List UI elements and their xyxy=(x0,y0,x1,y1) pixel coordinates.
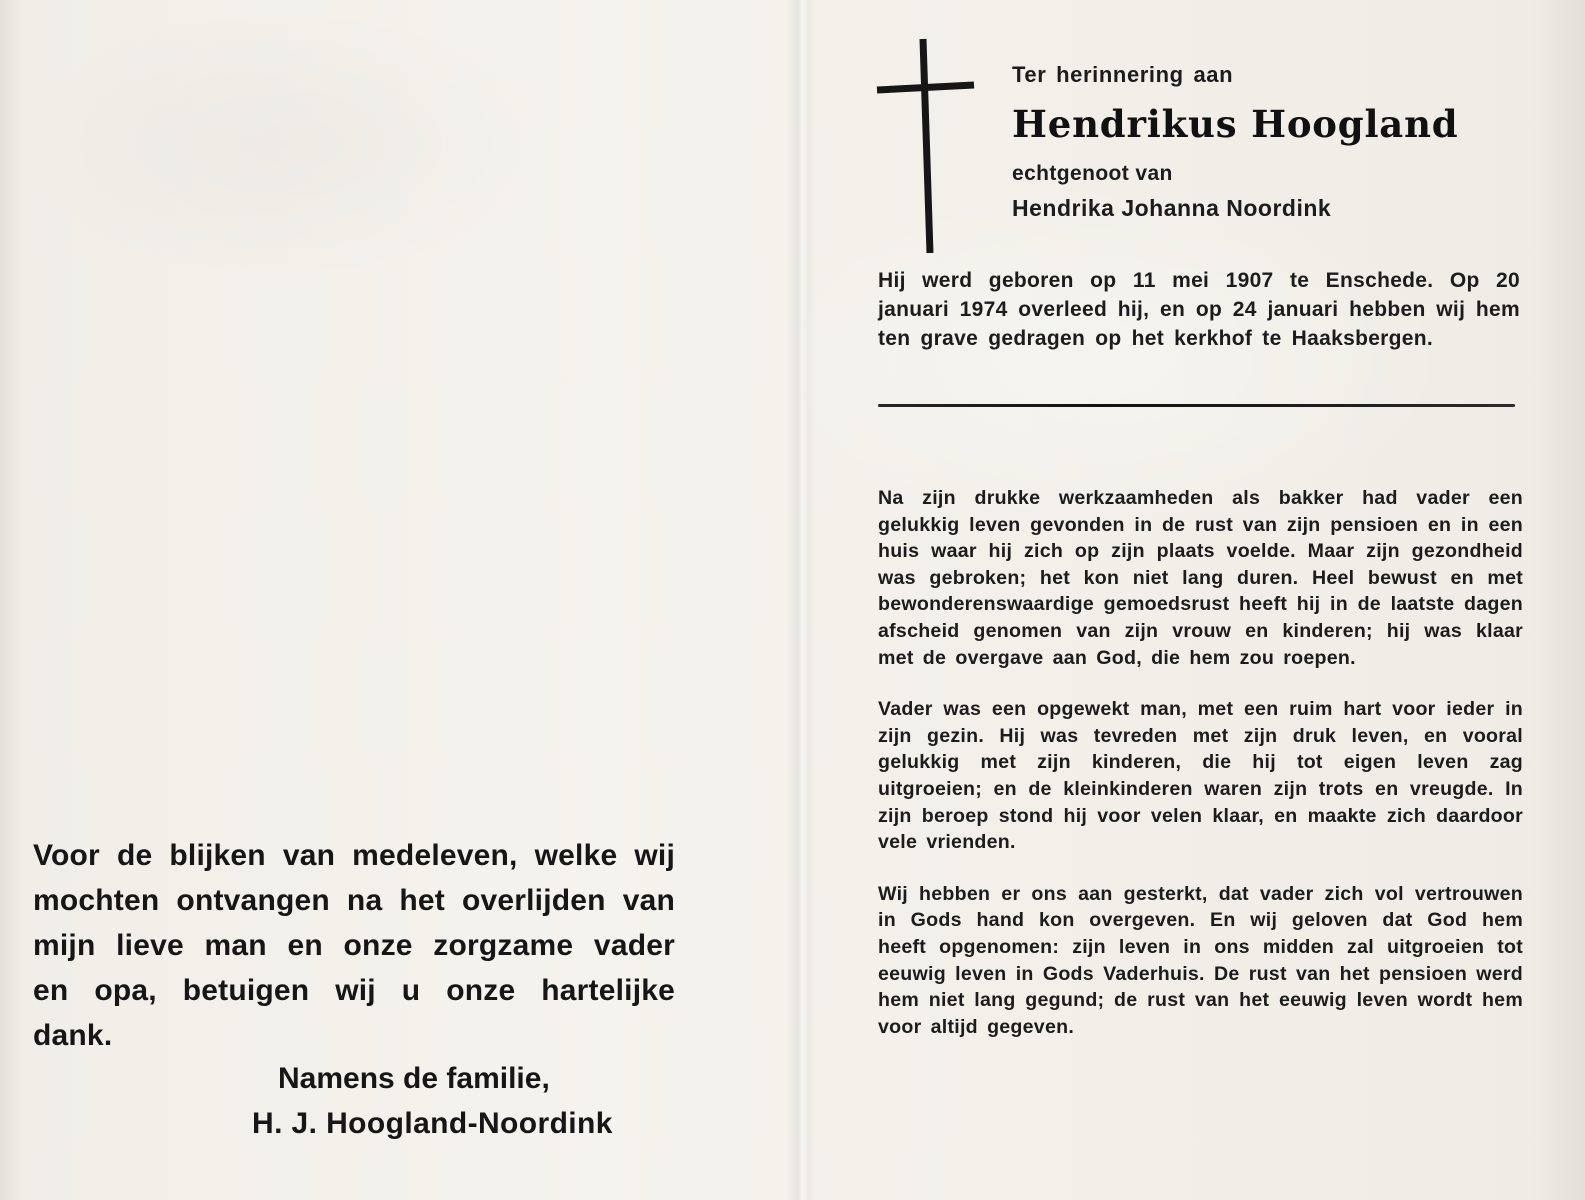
memorial-label: Ter herinnering aan xyxy=(1012,62,1234,87)
left-page xyxy=(0,0,790,1200)
deceased-name: Hendrikus Hoogland xyxy=(1012,102,1459,146)
signature-name: H. J. Hoogland-Noordink xyxy=(252,1107,613,1140)
cross-icon xyxy=(874,34,978,258)
memorial-paragraph-2: Vader was een opgewekt man, met een ruim hart voor ieder in zijn gezin. Hij was tevreden met zijn druk leven, en vooral gelukkig met zijn kinderen, die hij tot eigen leven zag uitgroeien; en de kleinkinderen waren zijn trots en vreugde. In zijn beroep stond hij voor velen klaar, en maakte zich daardoor vele vrienden. xyxy=(878,698,1523,854)
divider-rule xyxy=(878,404,1515,407)
thanks-paragraph: Voor de blijken van medeleven, welke wij mochten ontvangen na het overlijden van mijn lieve man en onze zorgzame vader en opa, betuigen wij u onze hartelijke dank. xyxy=(33,839,675,1052)
life-dates-paragraph: Hij werd geboren op 11 mei 1907 te Enschede. Op 20 januari 1974 overleed hij, en op 24 januari hebben wij hem ten grave gedragen op het kerkhof te Haaksbergen. xyxy=(878,269,1520,350)
spouse-name: Hendrika Johanna Noordink xyxy=(1012,195,1332,221)
signoff-line: Namens de familie, xyxy=(278,1062,550,1095)
spouse-label: echtgenoot van xyxy=(1012,162,1173,185)
right-page xyxy=(790,0,1585,1200)
memorial-paragraph-1: Na zijn drukke werkzaamheden als bakker had vader een gelukkig leven gevonden in de rust van zijn pensioen en in een huis waar hij zich op zijn plaats voelde. Maar zijn gezondheid was gebroken; het kon niet lang duren. Heel bewust en met bewonderenswaardige gemoedsrust heeft hij in de laatste dagen afscheid genomen van zijn vrouw en kinderen; hij was klaar met de overgave aan God, die hem zou roepen. xyxy=(878,487,1523,669)
memorial-body xyxy=(878,485,1523,1065)
memorial-header xyxy=(1012,62,1532,222)
memorial-paragraph-3: Wij hebben er ons aan gesterkt, dat vader zich vol vertrouwen in Gods hand kon overgeven. En wij geloven dat God hem heeft opgenomen: zijn leven in ons midden zal uitgroeien tot eeuwig leven in Gods Vaderhuis. De rust van het pensioen werd hem niet lang gegund; de rust van het eeuwig leven wordt hem voor altijd gegeven. xyxy=(878,882,1523,1038)
